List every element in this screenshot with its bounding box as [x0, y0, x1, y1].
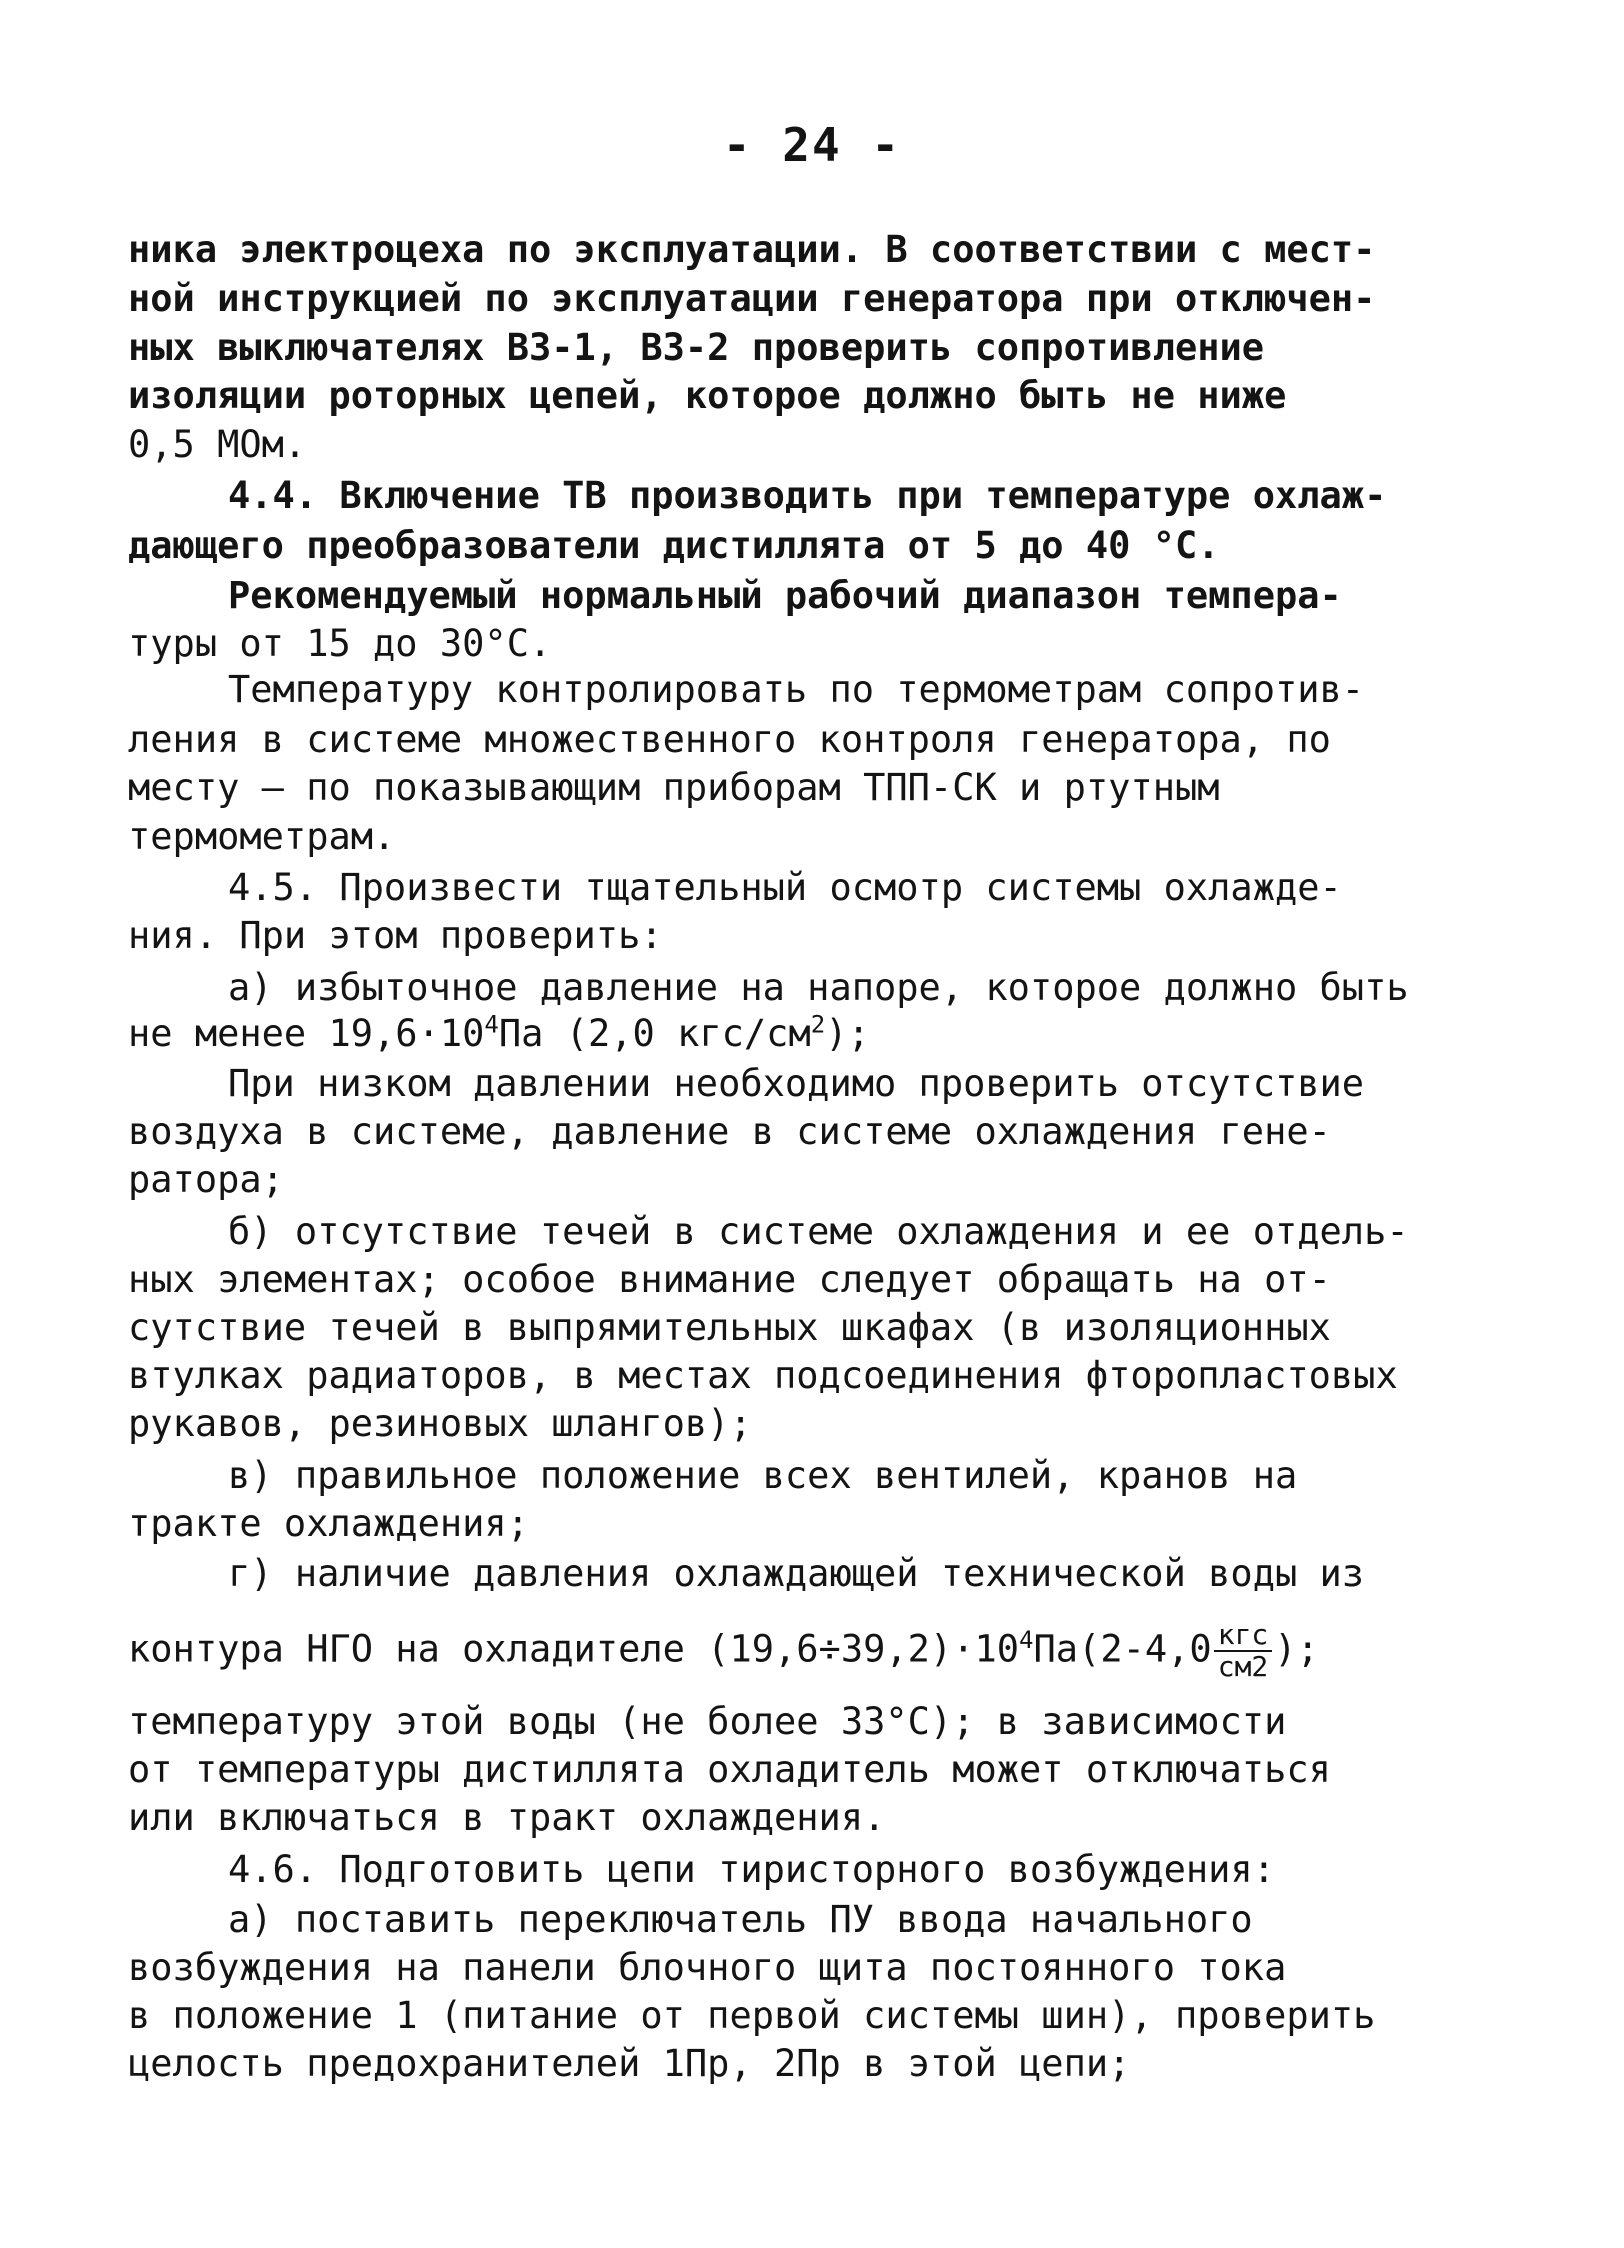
text-line: температуру этой воды (не более 33°С); в зависимости [128, 1700, 1287, 1743]
section-4-6: 4.6. Подготовить цепи тиристорного возбуждения: [228, 1848, 1275, 1891]
section-4-4: 4.4. Включение ТВ производить при температуре охлаж- [228, 474, 1387, 517]
section-4-5: 4.5. Произвести тщательный осмотр системы охлажде- [228, 866, 1342, 909]
text-line: сутствие течей в выпрямительных шкафах (в изоляционных [128, 1306, 1331, 1349]
text-line: или включаться в тракт охлаждения. [128, 1796, 886, 1839]
text-line: в) правильное положение всех вентилей, кранов на [228, 1454, 1298, 1497]
text-line: тракте охлаждения; [128, 1502, 529, 1545]
text-line: ния. При этом проверить: [128, 914, 663, 957]
text-line: ника электроцеха по эксплуатации. В соответствии с мест- [128, 228, 1376, 271]
text-line: в положение 1 (питание от первой системы шин), проверить [128, 1994, 1376, 2037]
cooler-pressure-line: контура НГО на охладителе $(19,6\div 39,2)\cdot 10^4Па(2-4,0$ $\frac{\text{кгс}}{см2}$ ); [128, 1618, 1319, 1683]
text-line: целость предохранителей 1Пр, 2Пр в этой цепи; [128, 2042, 1131, 2085]
text-line: месту — по показывающим приборам ТПП-СК и ртутным [128, 766, 1220, 809]
text-line: от температуры дистиллята охладитель может отключаться [128, 1748, 1331, 1791]
text-line: втулках радиаторов, в местах подсоединения фторопластовых [128, 1354, 1398, 1397]
text-line: туры от 15 до 30°С. [128, 622, 552, 665]
text-line: ратора; [128, 1158, 284, 1201]
text-line: а) избыточное давление на напоре, которое должно быть [228, 966, 1409, 1009]
text-line: термометрам. [128, 815, 396, 858]
text-line: изоляции роторных цепей, которое должно быть не ниже [128, 374, 1287, 417]
text-line: ной инструкцией по эксплуатации генератора при отключен- [128, 277, 1376, 320]
text-line: ления в системе множественного контроля генератора, по [128, 718, 1331, 761]
text-line: а) поставить переключатель ПУ ввода начального [228, 1898, 1253, 1941]
text-line: 0,5 МОм. [128, 423, 307, 466]
pressure-line: не менее $19,6\cdot 10^4Па$ (2,0 кгс/$см^2$); [128, 1010, 870, 1055]
text-line: г) наличие давления охлаждающей технической воды из [228, 1552, 1365, 1595]
text-line: При низком давлении необходимо проверить отсутствие [228, 1062, 1365, 1105]
text-line: Рекомендуемый нормальный рабочий диапазон темпера- [228, 574, 1342, 617]
text-line: ных выключателях ВЗ-1, ВЗ-2 проверить сопротивление [128, 326, 1265, 369]
page-number: - 24 - [722, 118, 902, 172]
text-line: ных элементах; особое внимание следует обращать на от- [128, 1258, 1331, 1301]
text-line: возбуждения на панели блочного щита постоянного тока [128, 1946, 1287, 1989]
text-line: дающего преобразователи дистиллята от 5 до 40 °С. [128, 524, 1220, 567]
text-line: воздуха в системе, давление в системе охлаждения гене- [128, 1110, 1331, 1153]
text-line: рукавов, резиновых шлангов); [128, 1402, 752, 1445]
unit-fraction: $\frac{\text{кгс}}{см2}$ [1214, 1620, 1273, 1682]
text-line: б) отсутствие течей в системе охлаждения и ее отдель- [228, 1210, 1409, 1253]
text-line: Температуру контролировать по термометрам сопротив- [228, 668, 1365, 711]
